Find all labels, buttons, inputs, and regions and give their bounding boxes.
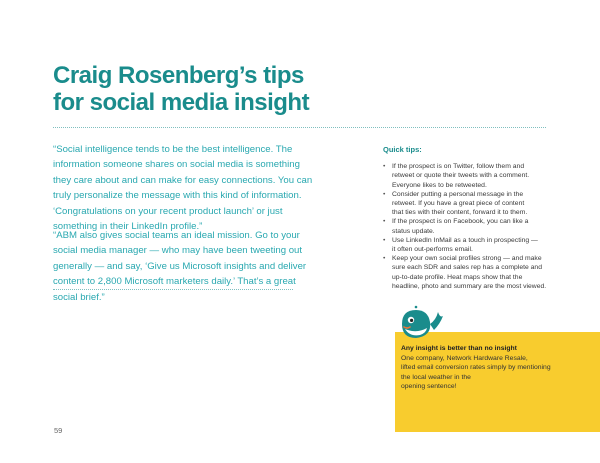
tip-line: headline, photo and summary are the most viewed.: [392, 282, 547, 290]
tip-line: • Use LinkedIn InMail as a touch in prospecting —: [392, 236, 538, 244]
quick-tips-heading: Quick tips:: [383, 145, 422, 154]
callout-line: lifted email conversion rates simply by mentioning: [401, 364, 551, 372]
page-title-line-2: for social media insight: [53, 89, 310, 116]
tip-line: that ties with their content, forward it to them.: [392, 209, 528, 217]
tip-line: it often out-performs email.: [392, 246, 473, 254]
quote-line: ‘Congratulations on your recent product launch’ or just: [53, 205, 283, 217]
tip-line: sure each SDR and sales rep has a complete and: [392, 264, 542, 272]
page-number: 59: [54, 426, 63, 435]
quick-tips-list: [383, 162, 558, 291]
tip-item: [383, 236, 558, 254]
tip-line: • If the prospect is on Twitter, follow them and: [392, 163, 525, 171]
quote-line: generally — and say, ‘Give us Microsoft insights and deliver: [53, 260, 307, 272]
quote-line: content to 2,800 Microsoft marketers daily.’ That’s a great: [53, 276, 296, 288]
tip-item: [383, 190, 558, 218]
quote-line: something in their LinkedIn profile.”: [53, 221, 203, 233]
quote-line: truly personalize the message with this kind of information.: [53, 190, 302, 202]
top-divider: [53, 127, 546, 128]
quote-line: “Social intelligence tends to be the best intelligence. The: [53, 144, 293, 155]
callout-heading: Any insight is better than no insight: [401, 345, 517, 352]
tip-line: up-to-date profile. Heat maps show that the: [392, 273, 523, 281]
quote-line: they care about and can make for easy connections. You can: [53, 174, 313, 186]
quote-social-intelligence: [53, 142, 313, 234]
whale-icon: [396, 302, 444, 342]
quote-line: information someone shares on social media is something: [53, 159, 300, 171]
quick-tips: [383, 145, 558, 291]
tip-line: • Consider putting a personal message in the: [392, 190, 524, 198]
page-title-line-1: Craig Rosenberg’s tips: [53, 62, 304, 89]
quote-abm-social: [53, 228, 307, 305]
callout-line: One company, Network Hardware Resale,: [401, 354, 528, 362]
quote-line: social media manager — who may have been tweeting out: [53, 245, 303, 257]
tip-line: • Keep your own social profiles strong — and make: [392, 255, 542, 263]
callout-line: opening sentence!: [401, 383, 457, 391]
quote-line: “ABM also gives social teams an ideal mission. Go to your: [53, 230, 300, 241]
tip-line: status update.: [392, 227, 435, 235]
tip-line: retweet. If you have a great piece of content: [392, 200, 525, 208]
quotes-divider: [53, 289, 293, 290]
tip-item: [383, 254, 558, 291]
insight-callout: [395, 332, 600, 432]
tip-line: • If the prospect is on Facebook, you can like a: [392, 218, 529, 226]
tip-line: Everyone likes to be retweeted.: [392, 181, 487, 189]
callout-line: the local weather in the: [401, 373, 471, 381]
page-title: [53, 62, 309, 116]
tip-item: [383, 217, 558, 235]
tip-item: [383, 162, 558, 190]
tip-line: retweet or quote their tweets with a comment.: [392, 172, 530, 180]
quote-line: social brief.”: [53, 291, 105, 303]
